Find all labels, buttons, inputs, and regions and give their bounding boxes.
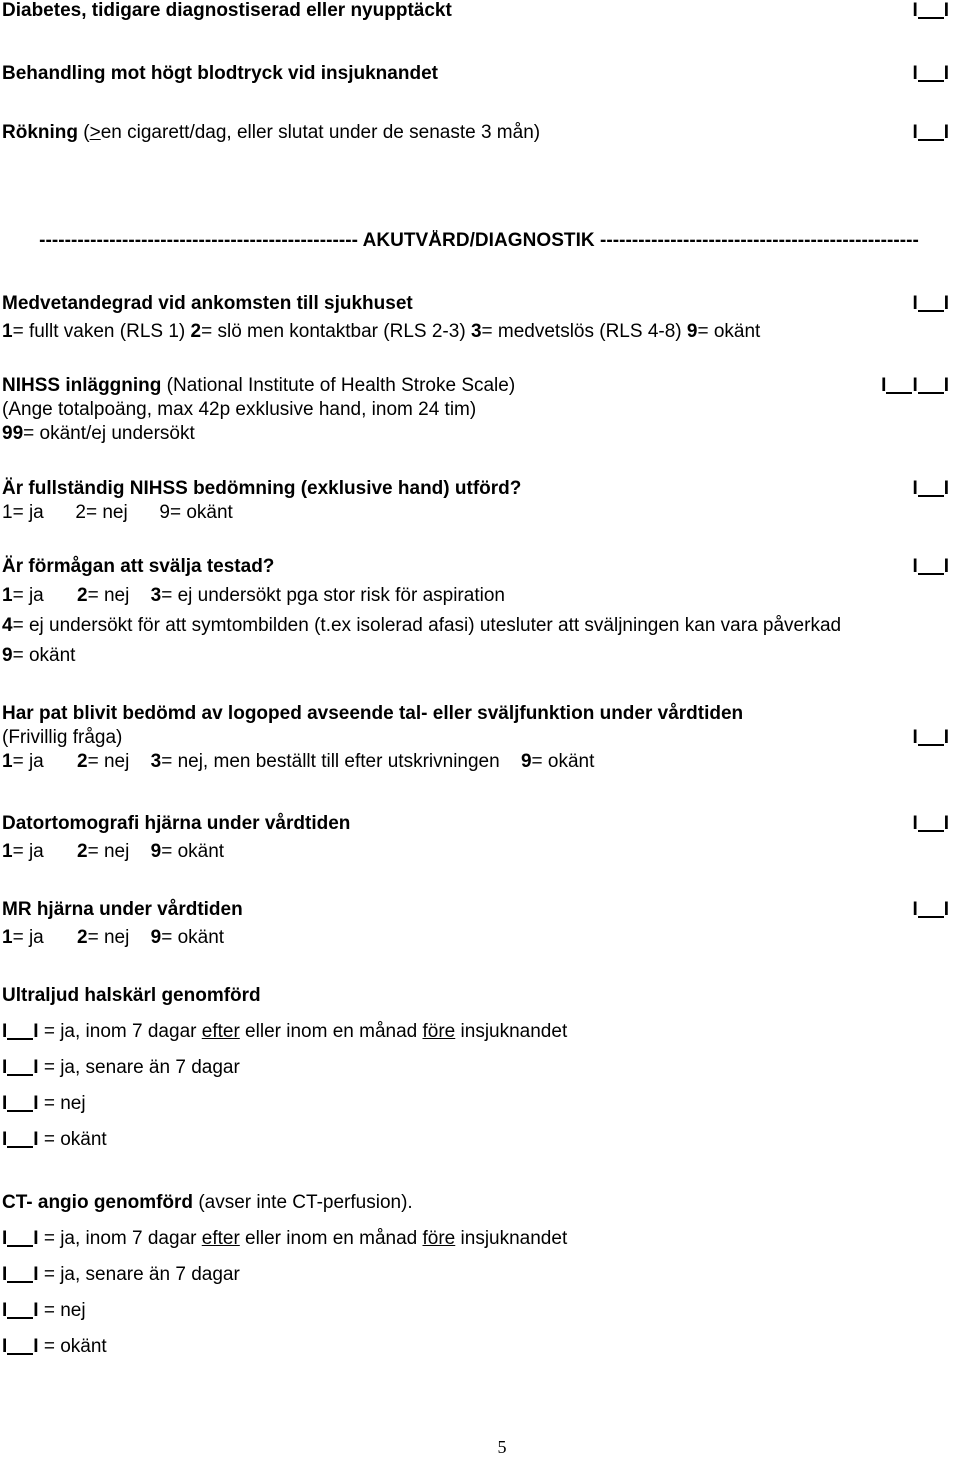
option-text: = medvetslös (RLS 4-8) [481, 321, 682, 342]
consciousness-options [2, 321, 760, 343]
option-code: 3 [150, 751, 162, 772]
cta-title [2, 1192, 413, 1214]
ultra-option-1 [2, 1021, 567, 1043]
nihss-note: (Ange totalpoäng, max 42p exklusive hand, inom 24 tim) [2, 399, 477, 420]
swallow-options-row1 [2, 585, 505, 607]
mr-title: MR hjärna under vårdtiden [2, 899, 243, 920]
option-code: 2 [77, 927, 88, 948]
option-code: 4 [2, 615, 13, 636]
logoped-answer-box[interactable]: I I [912, 727, 949, 748]
blood-pressure-question: Behandling mot högt blodtryck vid insjuknandet [2, 63, 438, 84]
option-text: = ja, inom 7 dagar [38, 1021, 202, 1042]
option-text: = nej [38, 1093, 86, 1114]
option-text: = nej [87, 585, 130, 606]
divider-dashes-right: -------------------------------------------------- [600, 230, 919, 251]
option-text-underlined: före [422, 1228, 456, 1249]
option-code: 9 [150, 927, 162, 948]
option-code: 9 [520, 751, 532, 772]
cta-box-2[interactable]: I I [2, 1264, 39, 1285]
option-text: = ej undersökt pga stor risk för aspiration [161, 585, 505, 606]
option-text: = nej [87, 751, 130, 772]
ct-options [2, 841, 224, 863]
option-text: = fullt vaken (RLS 1) [12, 321, 186, 342]
nihss-unknown-option [2, 423, 195, 445]
option-text: = okänt [697, 321, 761, 342]
ultra-box-2[interactable]: I I [2, 1057, 39, 1078]
smoking-question [2, 122, 540, 144]
option-code: 9 [150, 841, 162, 862]
option-code: 2 [77, 751, 88, 772]
blood-pressure-answer-box[interactable]: I I [912, 63, 949, 84]
ct-answer-box[interactable]: I I [912, 813, 949, 834]
cta-title-bold: CT- angio genomförd [2, 1192, 194, 1213]
ultra-option-3 [2, 1093, 86, 1115]
smoking-answer-box[interactable]: I I [912, 122, 949, 143]
logoped-title: Har pat blivit bedömd av logoped avseende tal- eller sväljfunktion under vårdtiden [2, 703, 744, 724]
option-text: = ja, inom 7 dagar [38, 1228, 202, 1249]
cta-option-4 [2, 1336, 107, 1358]
option-text: = nej, men beställt till efter utskrivningen [161, 751, 500, 772]
option-code: 1 [2, 585, 13, 606]
swallow-options-row3 [2, 645, 75, 667]
option-code: 2 [77, 585, 88, 606]
option-text: = nej [38, 1300, 86, 1321]
option-text: = slö men kontaktbar (RLS 2-3) [201, 321, 466, 342]
divider-dashes-left: -------------------------------------------------- [39, 230, 358, 251]
option-text: = ja, senare än 7 dagar [38, 1057, 240, 1078]
option-text: insjuknandet [455, 1021, 568, 1042]
option-text-underlined: före [422, 1021, 456, 1042]
ultra-box-3[interactable]: I I [2, 1093, 39, 1114]
logoped-options [2, 751, 594, 773]
smoking-label: Rökning [2, 122, 78, 143]
option-text: eller inom en månad [239, 1228, 423, 1249]
diabetes-question: Diabetes, tidigare diagnostiserad eller nyupptäckt [2, 0, 452, 21]
option-code: 9 [2, 645, 13, 666]
nihss-full-answer-box[interactable]: I I [912, 478, 949, 499]
option-code: 1 [2, 841, 13, 862]
option-text: = ej undersökt för att symtombilden (t.ex isolerad afasi) utesluter att sväljningen kan vara påverkad [12, 615, 842, 636]
option-code: 3 [470, 321, 482, 342]
cta-option-1 [2, 1228, 567, 1250]
diabetes-answer-box[interactable]: I I [912, 0, 949, 21]
ultra-option-4 [2, 1129, 107, 1151]
option-text: = ja, senare än 7 dagar [38, 1264, 240, 1285]
nihss-answer-box[interactable]: I I I [881, 375, 949, 396]
swallow-title: Är förmågan att svälja testad? [2, 556, 275, 577]
ct-title: Datortomografi hjärna under vårdtiden [2, 813, 351, 834]
option-text: = okänt [161, 841, 225, 862]
option-text: = ja [12, 927, 44, 948]
consciousness-title: Medvetandegrad vid ankomsten till sjukhuset [2, 293, 413, 314]
option-text-underlined: efter [201, 1228, 240, 1249]
option-code: 2 [77, 841, 88, 862]
option-code: 2 [190, 321, 202, 342]
section-divider [2, 230, 956, 252]
option-text: = nej [87, 927, 130, 948]
mr-options [2, 927, 224, 949]
option-text: = okänt [38, 1336, 107, 1357]
swallow-answer-box[interactable]: I I [912, 556, 949, 577]
option-text-underlined: efter [201, 1021, 240, 1042]
nihss-full-title: Är fullständig NIHSS bedömning (exklusive hand) utförd? [2, 478, 522, 499]
cta-option-2 [2, 1264, 240, 1286]
nihss-full-options: 1= ja 2= nej 9= okänt [2, 502, 233, 523]
option-text: = okänt [38, 1129, 107, 1150]
smoking-ge-sign: > [89, 122, 101, 143]
option-text: = okänt/ej undersökt [23, 423, 195, 444]
smoking-paren: ( [83, 122, 90, 143]
smoking-detail: en cigarett/dag, eller slutat under de senaste 3 mån) [100, 122, 541, 143]
option-text: = okänt [531, 751, 595, 772]
option-text: = ja [12, 841, 44, 862]
option-text: insjuknandet [455, 1228, 568, 1249]
option-text: = okänt [12, 645, 76, 666]
ultra-title: Ultraljud halskärl genomförd [2, 985, 261, 1006]
option-code: 3 [150, 585, 162, 606]
mr-answer-box[interactable]: I I [912, 899, 949, 920]
option-text: eller inom en månad [239, 1021, 423, 1042]
option-code: 9 [686, 321, 698, 342]
swallow-options-row2 [2, 615, 841, 637]
ultra-option-2 [2, 1057, 240, 1079]
option-text: = nej [87, 841, 130, 862]
cta-box-4[interactable]: I I [2, 1336, 39, 1357]
cta-box-3[interactable]: I I [2, 1300, 39, 1321]
ultra-box-1[interactable]: I I [2, 1021, 39, 1042]
consciousness-answer-box[interactable]: I I [912, 293, 949, 314]
option-text: = ja [12, 751, 44, 772]
option-code: 1 [2, 751, 13, 772]
option-text: = okänt [161, 927, 225, 948]
logoped-note: (Frivillig fråga) [2, 727, 123, 748]
option-code: 1 [2, 321, 13, 342]
section-title: AKUTVÅRD/DIAGNOSTIK [362, 230, 595, 251]
option-text: = ja [12, 585, 44, 606]
option-code: 99 [2, 423, 24, 444]
nihss-title-bold: NIHSS inläggning [2, 375, 162, 396]
nihss-title-rest: (National Institute of Health Stroke Scale) [161, 375, 516, 396]
option-code: 1 [2, 927, 13, 948]
nihss-title [2, 375, 515, 397]
cta-box-1[interactable]: I I [2, 1228, 39, 1249]
page-number: 5 [497, 1437, 507, 1457]
cta-option-3 [2, 1300, 86, 1322]
cta-title-rest: (avser inte CT-perfusion). [193, 1192, 413, 1213]
ultra-box-4[interactable]: I I [2, 1129, 39, 1150]
